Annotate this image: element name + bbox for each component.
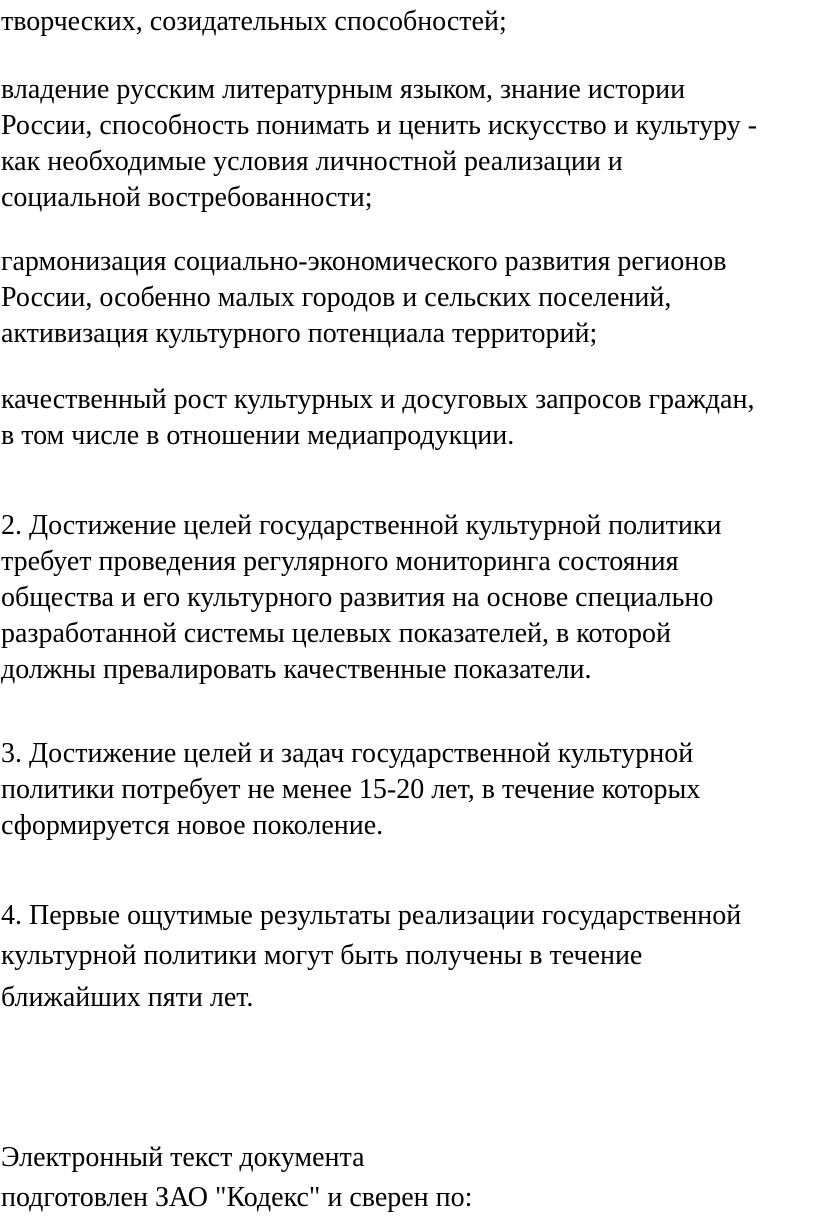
text-line: качественный рост культурных и досуговых запросов граждан, bbox=[1, 384, 755, 415]
text-line: 2. Достижение целей государственной культурной политики bbox=[1, 510, 722, 541]
text-line: культурной политики могут быть получены в течение bbox=[1, 940, 643, 971]
text-line: 3. Достижение целей и задач государственной культурной bbox=[1, 738, 694, 769]
text-line: ближайших пяти лет. bbox=[1, 982, 254, 1013]
text-line: общества и его культурного развития на основе специально bbox=[1, 582, 714, 613]
text-line: разработанной системы целевых показателей, в которой bbox=[1, 618, 671, 649]
text-line: творческих, созидательных способностей; bbox=[1, 6, 507, 37]
text-line: должны превалировать качественные показатели. bbox=[1, 654, 592, 685]
text-line: политики потребует не менее 15-20 лет, в течение которых bbox=[1, 774, 701, 805]
text-line: гармонизация социально-экономического развития регионов bbox=[1, 246, 727, 277]
text-line: России, особенно малых городов и сельских поселений, bbox=[1, 282, 672, 313]
text-line: 4. Первые ощутимые результаты реализации государственной bbox=[1, 900, 742, 931]
text-line: подготовлен ЗАО "Кодекс" и сверен по: bbox=[1, 1182, 473, 1213]
text-line: как необходимые условия личностной реализации и bbox=[1, 146, 623, 177]
text-line: сформируется новое поколение. bbox=[1, 810, 384, 841]
text-line: активизация культурного потенциала территорий; bbox=[1, 318, 598, 349]
text-line: требует проведения регулярного мониторинга состояния bbox=[1, 546, 679, 577]
text-line: владение русским литературным языком, знание истории bbox=[1, 74, 686, 105]
text-line: в том числе в отношении медиапродукции. bbox=[1, 420, 515, 451]
text-line: Электронный текст документа bbox=[1, 1142, 365, 1173]
text-line: социальной востребованности; bbox=[1, 182, 373, 213]
text-line: России, способность понимать и ценить искусство и культуру - bbox=[1, 110, 758, 141]
